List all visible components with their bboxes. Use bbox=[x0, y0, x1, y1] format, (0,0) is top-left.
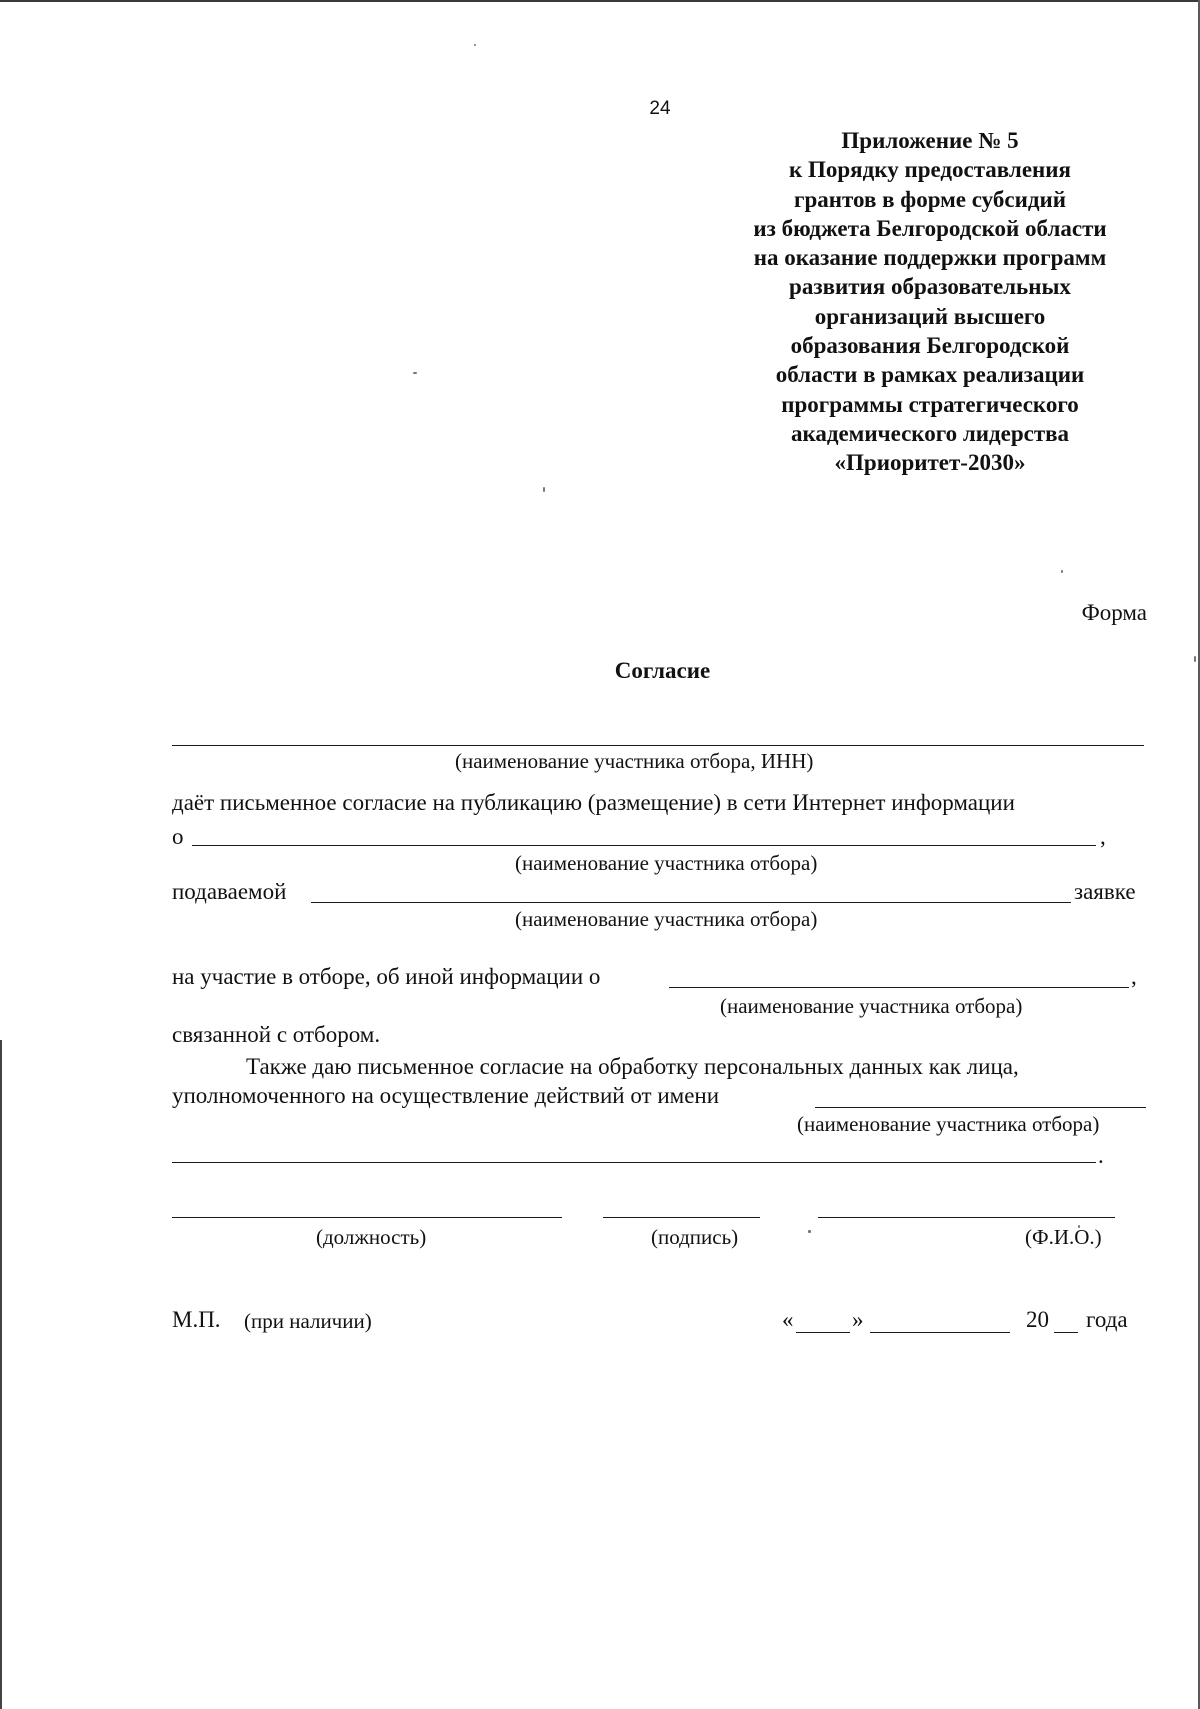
participant-hint: (наименование участника отбора) bbox=[515, 907, 818, 931]
quote-close: » bbox=[852, 1307, 864, 1332]
appendix-line: «Приоритет-2030» bbox=[834, 450, 1026, 476]
on-behalf-of-field[interactable] bbox=[815, 1107, 1146, 1108]
about-text: о bbox=[172, 824, 184, 849]
appendix-line: образования Белгородской bbox=[790, 333, 1070, 359]
day-field[interactable] bbox=[796, 1332, 850, 1333]
position-hint: (должность) bbox=[316, 1225, 427, 1249]
scan-edge-top bbox=[0, 0, 1200, 2]
other-info-field[interactable] bbox=[669, 987, 1129, 988]
year-field[interactable] bbox=[1054, 1332, 1078, 1333]
participant-inn-hint: (наименование участника отбора, ИНН) bbox=[455, 749, 814, 773]
submitted-text: подаваемой bbox=[172, 879, 287, 904]
month-field[interactable] bbox=[870, 1332, 1010, 1333]
information-subject-field[interactable] bbox=[192, 845, 1096, 846]
scan-speck bbox=[1061, 570, 1063, 573]
related-text: связанной с отбором. bbox=[172, 1022, 381, 1047]
comma-text: , bbox=[1131, 964, 1137, 989]
scan-speck bbox=[474, 44, 476, 46]
appendix-line: организаций высшего bbox=[814, 303, 1046, 329]
appendix-line: грантов в форме субсидий bbox=[794, 186, 1066, 212]
year-prefix: 20 bbox=[1026, 1307, 1049, 1332]
full-name-hint: (Ф.И.О.) bbox=[1025, 1225, 1102, 1249]
form-label: Форма bbox=[1081, 600, 1147, 625]
appendix-line: развития образовательных bbox=[789, 274, 1071, 300]
page-number: 24 bbox=[649, 98, 671, 119]
appendix-line: академического лидерства bbox=[790, 420, 1070, 446]
participation-text: на участие в отборе, об иной информации о bbox=[172, 964, 601, 989]
scan-speck bbox=[413, 372, 417, 374]
position-field[interactable] bbox=[172, 1217, 562, 1218]
scan-edge-left bbox=[0, 1040, 2, 1709]
appendix-line: из бюджета Белгородской области bbox=[753, 215, 1107, 241]
stamp-label: М.П. bbox=[172, 1307, 221, 1332]
full-name-field[interactable] bbox=[818, 1217, 1115, 1218]
quote-open: « bbox=[782, 1307, 794, 1332]
participant-hint: (наименование участника отбора) bbox=[515, 851, 818, 875]
comma-text: , bbox=[1100, 824, 1106, 849]
document-title: Согласие bbox=[614, 658, 711, 683]
appendix-line: к Порядку предоставления bbox=[789, 157, 1071, 183]
personal-data-text-2: уполномоченного на осуществление действий от имени bbox=[172, 1083, 720, 1108]
appendix-line: Приложение № 5 bbox=[841, 128, 1019, 153]
application-text: заявке bbox=[1074, 879, 1136, 904]
participant-hint: (наименование участника отбора) bbox=[720, 994, 1023, 1018]
appendix-line: области в рамках реализации bbox=[775, 362, 1085, 388]
participant-inn-field[interactable] bbox=[172, 745, 1144, 746]
year-word: года bbox=[1086, 1307, 1128, 1332]
stamp-note: (при наличии) bbox=[244, 1309, 372, 1333]
period-text: . bbox=[1098, 1143, 1104, 1168]
on-behalf-of-continuation-field[interactable] bbox=[172, 1162, 1096, 1163]
personal-data-text-1: Также даю письменное согласие на обработку персональных данных как лица, bbox=[246, 1054, 1019, 1079]
signature-field[interactable] bbox=[603, 1217, 760, 1218]
scan-speck bbox=[808, 1230, 811, 1233]
appendix-line: программы стратегического bbox=[781, 391, 1079, 417]
participant-hint: (наименование участника отбора) bbox=[797, 1112, 1100, 1136]
signature-hint: (подпись) bbox=[651, 1225, 739, 1249]
consent-publication-text: даёт письменное согласие на публикацию (размещение) в сети Интернет информации bbox=[172, 790, 1015, 815]
scan-speck bbox=[1194, 656, 1196, 662]
appendix-header bbox=[700, 126, 1160, 478]
submitted-by-field[interactable] bbox=[311, 902, 1071, 903]
scan-speck bbox=[543, 487, 545, 492]
appendix-line: на оказание поддержки программ bbox=[753, 245, 1107, 271]
